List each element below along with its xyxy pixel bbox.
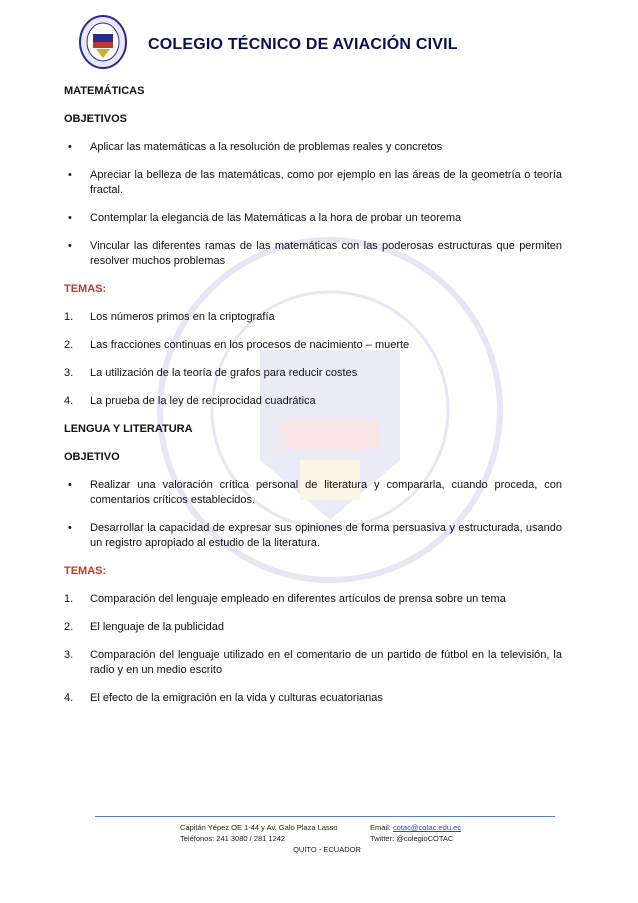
math-section-title: MATEMÁTICAS <box>64 85 145 97</box>
objective-text: Realizar una valoración crítica personal de literatura y compararla, cuando proceda, con comentarios críticos establecidos. <box>90 479 562 506</box>
footer-email-label: Email: <box>370 823 393 832</box>
bullet-icon: • <box>68 212 72 224</box>
footer-email-line <box>370 822 461 833</box>
footer-contact-block <box>370 822 461 844</box>
footer-city: QUITO - ECUADOR <box>293 845 361 854</box>
bullet-icon: • <box>68 141 72 153</box>
math-topics-title: TEMAS: <box>64 283 107 295</box>
math-topic-item <box>64 366 562 381</box>
math-objective-item <box>64 239 562 269</box>
topic-text: La utilización de la teoría de grafos para reducir costes <box>90 367 358 379</box>
document-body <box>64 84 562 706</box>
topic-text: Comparación del lenguaje utilizado en el comentario de un partido de fútbol en la televisión, la radio y en un medio escrito <box>90 649 562 676</box>
school-logo <box>78 14 128 70</box>
objective-text: Vincular las diferentes ramas de las matemáticas con las poderosas estructuras que permiten resolver muchos problemas <box>90 240 562 267</box>
language-objectives-title: OBJETIVO <box>64 451 120 463</box>
list-number: 2. <box>64 339 74 351</box>
topic-text: Las fracciones continuas en los procesos de nacimiento – muerte <box>90 339 410 351</box>
language-topic-item <box>64 592 562 607</box>
bullet-icon: • <box>68 479 72 491</box>
objective-text: Apreciar la belleza de las matemáticas, como por ejemplo en las áreas de la geometría o teoría fractal. <box>90 169 562 196</box>
topic-text: La prueba de la ley de reciprocidad cuadrática <box>90 395 316 407</box>
footer-email-link[interactable]: cotac@cotac.edu.ec <box>392 823 461 832</box>
language-topic-item <box>64 648 562 678</box>
list-number: 3. <box>64 367 74 379</box>
topic-text: Los números primos en la criptografía <box>90 311 275 323</box>
language-section-title: LENGUA Y LITERATURA <box>64 423 193 435</box>
math-objectives-title: OBJETIVOS <box>64 113 127 125</box>
language-topic-item <box>64 620 562 635</box>
list-number: 3. <box>64 649 74 661</box>
bullet-icon: • <box>68 240 72 252</box>
list-number: 1. <box>64 593 74 605</box>
page-title: COLEGIO TÉCNICO DE AVIACIÓN CIVIL <box>148 36 458 53</box>
topic-text: El lenguaje de la publicidad <box>90 621 224 633</box>
footer-twitter: Twitter: @colegioCOTAC <box>370 834 454 843</box>
footer-address-block <box>180 822 338 844</box>
objective-text: Aplicar las matemáticas a la resolución de problemas reales y concretos <box>90 141 443 153</box>
list-number: 2. <box>64 621 74 633</box>
bullet-icon: • <box>68 169 72 181</box>
math-topic-item <box>64 310 562 325</box>
math-topic-item <box>64 338 562 353</box>
language-objective-item <box>64 521 562 551</box>
math-objective-item <box>64 140 562 155</box>
footer-phones: Teléfonos: 241 3080 / 281 1242 <box>180 834 286 843</box>
topic-text: Comparación del lenguaje empleado en diferentes artículos de prensa sobre un tema <box>90 593 506 605</box>
math-topic-item <box>64 394 562 409</box>
topic-text: El efecto de la emigración en la vida y culturas ecuatorianas <box>90 692 383 704</box>
list-number: 4. <box>64 395 74 407</box>
bullet-icon: • <box>68 522 72 534</box>
math-objective-item <box>64 168 562 198</box>
objective-text: Contemplar la elegancia de las Matemáticas a la hora de probar un teorema <box>90 212 462 224</box>
language-objective-item <box>64 478 562 508</box>
footer-divider <box>95 816 555 817</box>
list-number: 4. <box>64 692 74 704</box>
list-number: 1. <box>64 311 74 323</box>
objective-text: Desarrollar la capacidad de expresar sus opiniones de forma persuasiva y estructurada, usando un registro apropiado al estudio de la literatura. <box>90 522 562 549</box>
math-objective-item <box>64 211 562 226</box>
language-topics-title: TEMAS: <box>64 565 107 577</box>
language-topic-item <box>64 691 562 706</box>
footer-address: Capitán Yépez OE 1-44 y Av. Galo Plaza Lasso <box>180 823 338 832</box>
